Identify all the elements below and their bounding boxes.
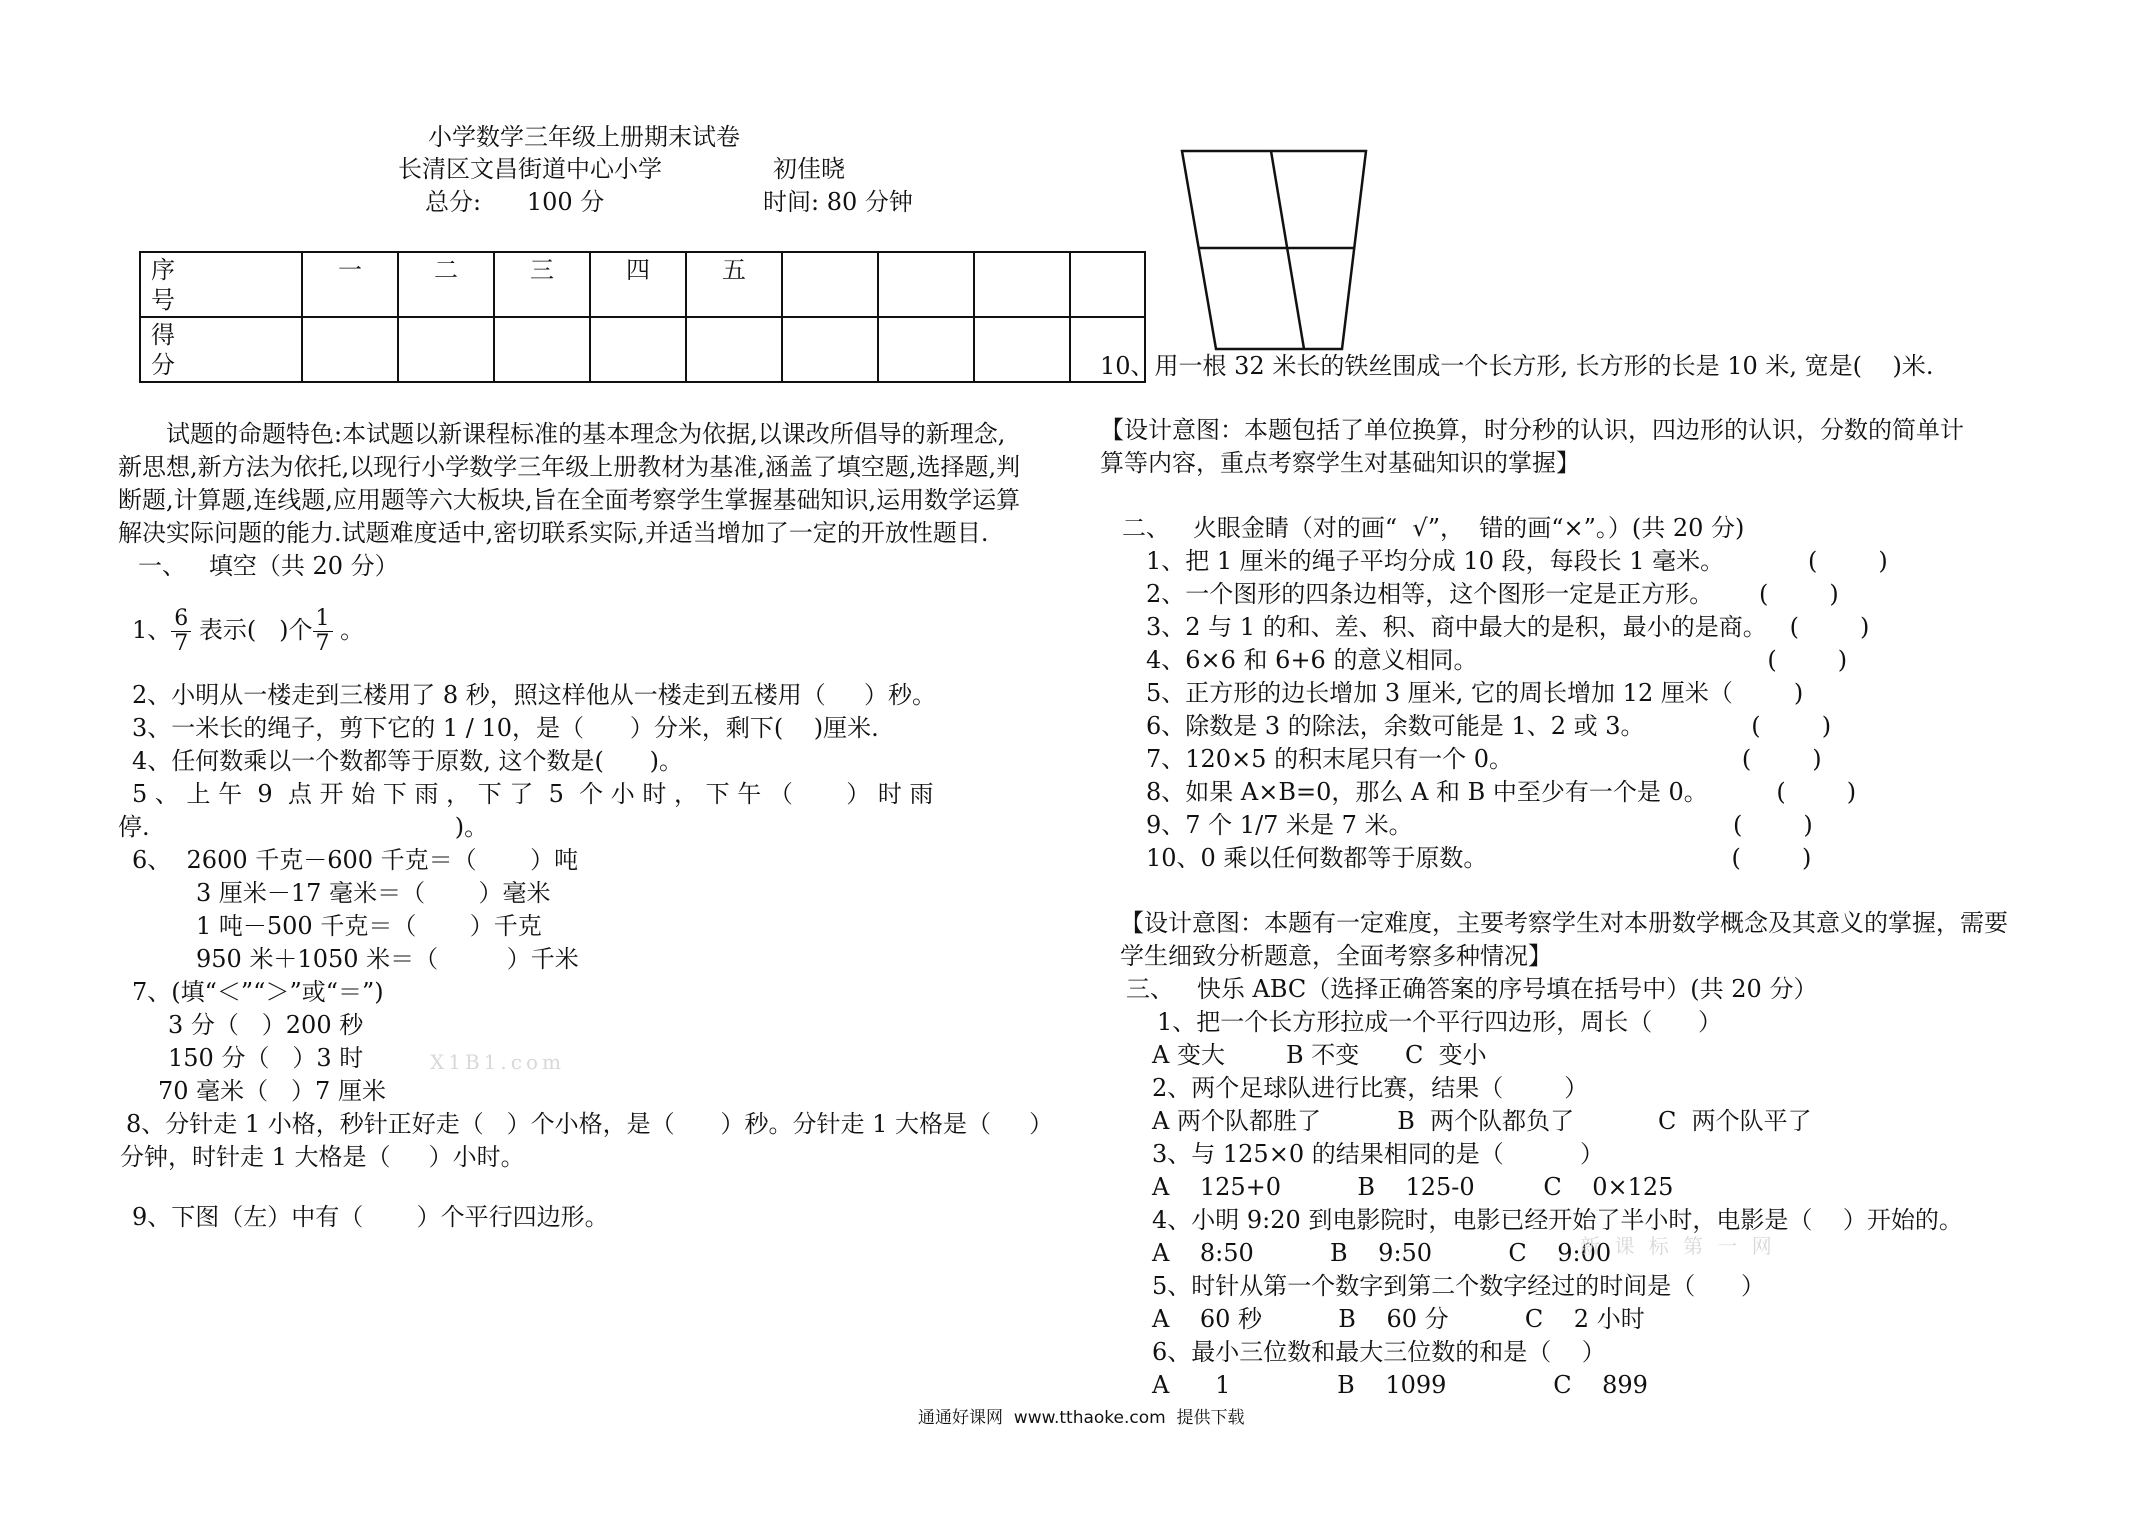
question-8-line2: 分钟，时针走 1 大格是（ ）小时。 xyxy=(120,1143,525,1171)
tf-item-6: 6、除数是 3 的除法，余数可能是 1、2 或 3。 ( ) xyxy=(1146,712,1832,740)
watermark: 新 课 标 第 一 网 xyxy=(1580,1234,1776,1258)
score-col xyxy=(1070,252,1145,317)
score-cell[interactable] xyxy=(398,317,494,382)
author-name: 初佳晓 xyxy=(773,155,845,183)
score-col: 三 xyxy=(494,252,590,317)
question-5-line2: 停. )。 xyxy=(118,813,489,841)
mc-line: A 60 秒 B 60 分 C 2 小时 xyxy=(1152,1305,1645,1333)
score-col xyxy=(974,252,1070,317)
tf-item-4: 4、6×6 和 6+6 的意义相同。 ( ) xyxy=(1146,646,1848,674)
trapezoid-outline xyxy=(1182,151,1366,349)
question-8-line1: 8、分针走 1 小格，秒针正好走（ ）个小格，是（ ）秒。分针走 1 大格是（ ） xyxy=(126,1110,1054,1138)
trapezoid-figure xyxy=(1170,145,1390,355)
section2-heading: 二、 火眼金睛（对的画“ √”， 错的画“×”。）(共 20 分) xyxy=(1122,514,1745,542)
design-intent-2-line1: 【设计意图：本题有一定难度，主要考察学生对本册数学概念及其意义的掌握，需要 xyxy=(1120,909,2008,937)
q1-prefix: 1、 xyxy=(132,616,172,644)
score-col: 五 xyxy=(686,252,782,317)
score-col: 二 xyxy=(398,252,494,317)
question-7: 7、(填“＜”“＞”或“＝”) xyxy=(132,978,384,1006)
question-7a: 3 分（ ）200 秒 xyxy=(168,1011,364,1039)
mc-line: A 两个队都胜了 B 两个队都负了 C 两个队平了 xyxy=(1152,1107,1812,1135)
intro-line: 试题的命题特色:本试题以新课程标准的基本理念为依据,以课改所倡导的新理念, xyxy=(166,420,1006,448)
score-cell[interactable] xyxy=(590,317,686,382)
mc-line: 3、与 125×0 的结果相同的是（ ） xyxy=(1152,1140,1605,1168)
watermark: X1B1.com xyxy=(430,1050,565,1074)
question-6-line2: 3 厘米－17 毫米＝（ ）毫米 xyxy=(196,879,551,907)
question-2: 2、小明从一楼走到三楼用了 8 秒，照这样他从一楼走到五楼用（ ）秒。 xyxy=(132,681,936,709)
intro-line: 断题,计算题,连线题,应用题等六大板块,旨在全面考察学生掌握基础知识,运用数学运算 xyxy=(118,486,1021,514)
tf-item-10: 10、0 乘以任何数都等于原数。 ( ) xyxy=(1146,844,1812,872)
tf-item-9: 9、7 个 1/7 米是 7 米。 ( ) xyxy=(1146,811,1813,839)
q1-end: 。 xyxy=(332,616,365,644)
question-7c: 70 毫米（ ）7 厘米 xyxy=(158,1077,386,1105)
mc-line: 6、最小三位数和最大三位数的和是（ ） xyxy=(1152,1338,1606,1366)
question-6-line3: 1 吨－500 千克＝（ ）千克 xyxy=(196,912,542,940)
score-table xyxy=(139,251,1146,383)
mc-line: 5、时针从第一个数字到第二个数字经过的时间是（ ） xyxy=(1152,1272,1766,1300)
tf-item-7: 7、120×5 的积末尾只有一个 0。 ( ) xyxy=(1146,745,1822,773)
footer-credit: 通通好课网 www.tthaoke.com 提供下载 xyxy=(918,1408,1245,1428)
total-score: 总分: 100 分 xyxy=(425,188,605,216)
question-3: 3、一米长的绳子，剪下它的 1 / 10，是（ ）分米，剩下( )厘米. xyxy=(132,714,879,742)
tf-item-5: 5、正方形的边长增加 3 厘米, 它的周长增加 12 厘米（ ) xyxy=(1146,679,1804,707)
tf-item-2: 2、一个图形的四条边相等，这个图形一定是正方形。 ( ) xyxy=(1146,580,1839,608)
mc-line: A 变大 B 不变 C 变小 xyxy=(1152,1041,1487,1069)
question-5-line1: 5 、 上 午 9 点 开 始 下 雨 ， 下 了 5 个 小 时 ， 下 午 （ ） 时 雨 xyxy=(132,780,934,808)
tf-item-1: 1、把 1 厘米的绳子平均分成 10 段，每段长 1 毫米。 ( ) xyxy=(1146,547,1888,575)
exam-title: 小学数学三年级上册期末试卷 xyxy=(428,123,740,151)
question-6-line4: 950 米＋1050 米＝（ ）千米 xyxy=(196,945,579,973)
question-9: 9、下图（左）中有（ ）个平行四边形。 xyxy=(132,1203,609,1231)
design-intent-1-line1: 【设计意图：本题包括了单位换算，时分秒的认识，四边形的认识，分数的简单计 xyxy=(1100,416,1964,444)
question-6-line1: 6、 2600 千克－600 千克＝（ ）吨 xyxy=(132,846,579,874)
mc-line: A 1 B 1099 C 899 xyxy=(1152,1371,1648,1399)
row-label-score: 得 分 xyxy=(140,317,302,382)
score-cell[interactable] xyxy=(974,317,1070,382)
mc-line: 1、把一个长方形拉成一个平行四边形，周长（ ） xyxy=(1157,1008,1723,1036)
score-col xyxy=(878,252,974,317)
school-name: 长清区文昌街道中心小学 xyxy=(398,155,662,183)
score-cell[interactable] xyxy=(782,317,878,382)
score-col: 一 xyxy=(302,252,398,317)
section3-heading: 三、 快乐 ABC（选择正确答案的序号填在括号中）(共 20 分） xyxy=(1126,975,1818,1003)
fraction: $\frac{1}{7}$ xyxy=(313,607,333,656)
score-col xyxy=(782,252,878,317)
score-cell[interactable] xyxy=(494,317,590,382)
design-intent-1-line2: 算等内容，重点考察学生对基础知识的掌握】 xyxy=(1100,449,1580,477)
intro-line: 新思想,新方法为依托,以现行小学数学三年级上册教材为基准,涵盖了填空题,选择题,判 xyxy=(118,453,1021,481)
row-label-number: 序 号 xyxy=(140,252,302,317)
design-intent-2-line2: 学生细致分析题意，全面考察多种情况】 xyxy=(1120,942,1552,970)
score-cell[interactable] xyxy=(302,317,398,382)
mc-line: A 125+0 B 125-0 C 0×125 xyxy=(1152,1173,1674,1201)
slanted-divider xyxy=(1271,151,1304,349)
question-10: 10、用一根 32 米长的铁丝围成一个长方形, 长方形的长是 10 米, 宽是( )米. xyxy=(1100,352,1934,380)
score-col: 四 xyxy=(590,252,686,317)
tf-item-3: 3、2 与 1 的和、差、积、商中最大的是积，最小的是商。 ( ) xyxy=(1146,613,1870,641)
q1-mid: 表示( )个 xyxy=(191,616,313,644)
fraction: $\frac{6}{7}$ xyxy=(171,607,191,656)
mc-line: A 8:50 B 9:50 C 9:00 xyxy=(1152,1239,1612,1267)
score-cell[interactable] xyxy=(878,317,974,382)
mc-line: 4、小明 9:20 到电影院时，电影已经开始了半小时，电影是（ ）开始的。 xyxy=(1152,1206,1963,1234)
exam-time: 时间: 80 分钟 xyxy=(763,188,913,216)
question-7b: 150 分（ ）3 时 xyxy=(168,1044,364,1072)
intro-line: 解决实际问题的能力.试题难度适中,密切联系实际,并适当增加了一定的开放性题目. xyxy=(118,519,989,547)
question-1 xyxy=(132,602,364,658)
score-cell[interactable] xyxy=(686,317,782,382)
tf-item-8: 8、如果 A×B=0，那么 A 和 B 中至少有一个是 0。 ( ) xyxy=(1146,778,1857,806)
mc-line: 2、两个足球队进行比赛，结果（ ） xyxy=(1152,1074,1589,1102)
question-4: 4、任何数乘以一个数都等于原数, 这个数是( )。 xyxy=(132,747,684,775)
section1-heading: 一、 填空（共 20 分） xyxy=(138,552,399,580)
